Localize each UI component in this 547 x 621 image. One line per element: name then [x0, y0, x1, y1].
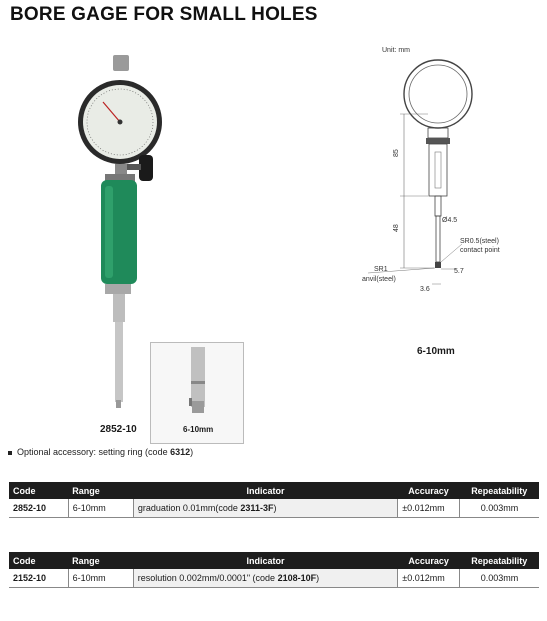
header-code: Code	[9, 552, 68, 569]
table-header-row	[9, 482, 539, 499]
bullet-icon	[8, 451, 12, 455]
sr05-label: SR0.5(steel)	[460, 238, 499, 245]
page-title: BORE GAGE FOR SMALL HOLES	[10, 4, 318, 25]
cell-accuracy: ±0.012mm	[398, 569, 460, 588]
dim-48: 48	[393, 224, 400, 232]
cell-code: 2152-10	[9, 569, 68, 588]
header-indicator: Indicator	[133, 482, 397, 499]
table-header-row	[9, 552, 539, 569]
spec-table-1	[9, 482, 539, 518]
cell-indicator: graduation 0.01mm(code 2311-3F)	[133, 499, 397, 518]
cell-repeatability: 0.003mm	[459, 499, 539, 518]
dim-85: 85	[393, 149, 400, 157]
model-label: 2852-10	[100, 424, 137, 435]
header-range: Range	[68, 552, 133, 569]
size-label: 6-10mm	[417, 346, 455, 357]
accessory-code: 6312	[170, 447, 191, 457]
dim-36: 3.6	[420, 286, 430, 293]
header-indicator: Indicator	[133, 552, 397, 569]
cell-accuracy: ±0.012mm	[398, 499, 460, 518]
dimension-drawing	[340, 44, 530, 304]
inset-label: 6-10mm	[183, 425, 214, 434]
spec-table-2	[9, 552, 539, 588]
cell-code: 2852-10	[9, 499, 68, 518]
table-row	[9, 499, 539, 518]
header-repeatability: Repeatability	[459, 482, 539, 499]
table-row	[9, 569, 539, 588]
accessory-note: Optional accessory: setting ring (code 6312)	[8, 447, 193, 457]
header-accuracy: Accuracy	[398, 552, 460, 569]
dim-57: 5.7	[454, 268, 464, 275]
sr1-label: SR1	[374, 266, 388, 273]
header-code: Code	[9, 482, 68, 499]
dim-phi: Ø4.5	[442, 217, 458, 224]
cell-repeatability: 0.003mm	[459, 569, 539, 588]
cell-range: 6-10mm	[68, 569, 133, 588]
anvil-label: anvil(steel)	[362, 276, 396, 283]
cell-range: 6-10mm	[68, 499, 133, 518]
unit-label: Unit: mm	[382, 47, 410, 54]
header-range: Range	[68, 482, 133, 499]
header-accuracy: Accuracy	[398, 482, 460, 499]
header-repeatability: Repeatability	[459, 552, 539, 569]
cell-indicator: resolution 0.002mm/0.0001" (code 2108-10F)	[133, 569, 397, 588]
contact-point-label: contact point	[460, 247, 500, 254]
